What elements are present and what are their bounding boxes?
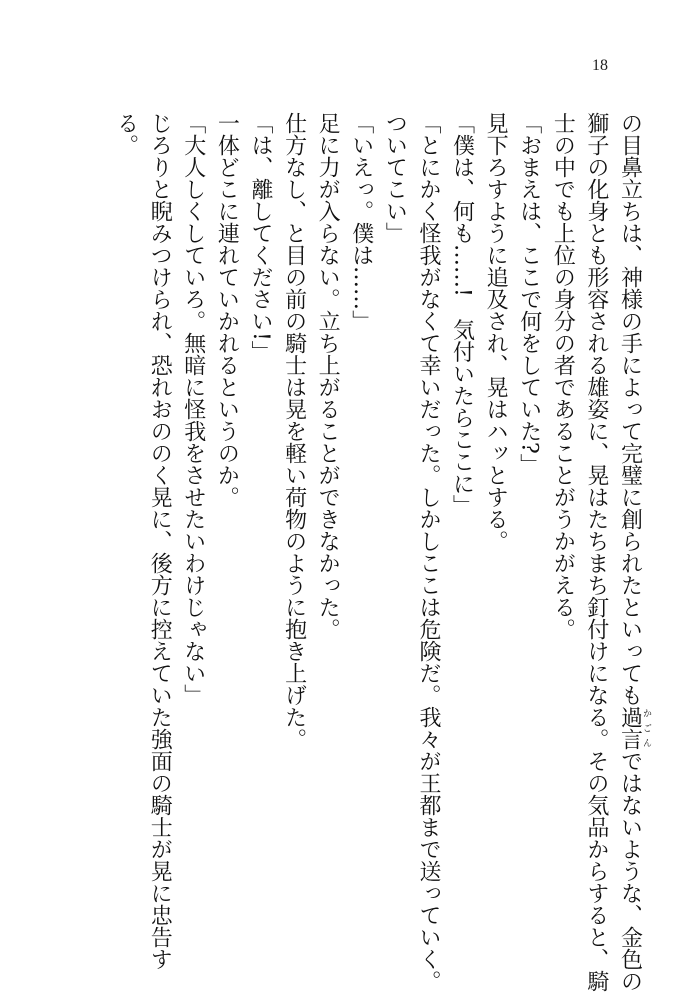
text-line: 「大人しくしていろ。無暗に怪我をさせたいわけじゃない」: [180, 112, 206, 706]
text-line: 「いえっ。僕は……」: [348, 112, 374, 332]
text-line: じろりと睨みつけられ、恐れおののく晃に、後方に控えていた強面の騎士が晃に忠告す: [147, 112, 173, 970]
text-line: 士の中でも上位の身分の者であることがうかがえる。: [550, 112, 576, 640]
body-text: [109, 112, 651, 992]
text-line: 足に力が入らない。立ち上がることができなかった。: [315, 112, 341, 640]
text-line: る。: [113, 112, 139, 156]
ruby-word: [617, 706, 651, 750]
page-number: 18: [592, 57, 608, 74]
text-segment: ではないような、金色の: [617, 750, 643, 992]
text-line: 「とにかく怪我がなくて幸いだった。しかしここは危険だ。我々が王都まで送っていく。: [415, 112, 441, 992]
text-line: 「は、離してください!」: [247, 112, 273, 363]
text-line: 「僕は、何も……! 気付いたらここに」: [449, 112, 475, 517]
text-line: 獅子の化身とも形容される雄姿に、晃はたちまち釘付けになる。その気品からすると、騎: [583, 112, 609, 992]
ruby-reading: かごん: [641, 706, 651, 750]
ruby-base: 過言: [617, 706, 643, 750]
text-line: 一体どこに連れていかれるというのか。: [214, 112, 240, 508]
text-line: 仕方なし、と目の前の騎士は晃を軽い荷物のように抱き上げた。: [281, 112, 307, 750]
text-line: [613, 112, 651, 992]
text-line: 見下ろすように追及され、晃はハッとする。: [483, 112, 509, 552]
text-line: ついてこい」: [382, 112, 408, 244]
text-line: 「おまえは、ここで何をしていた?」: [516, 112, 542, 476]
text-segment: の目鼻立ちは、神様の手によって完璧に創られたといっても: [617, 112, 643, 706]
